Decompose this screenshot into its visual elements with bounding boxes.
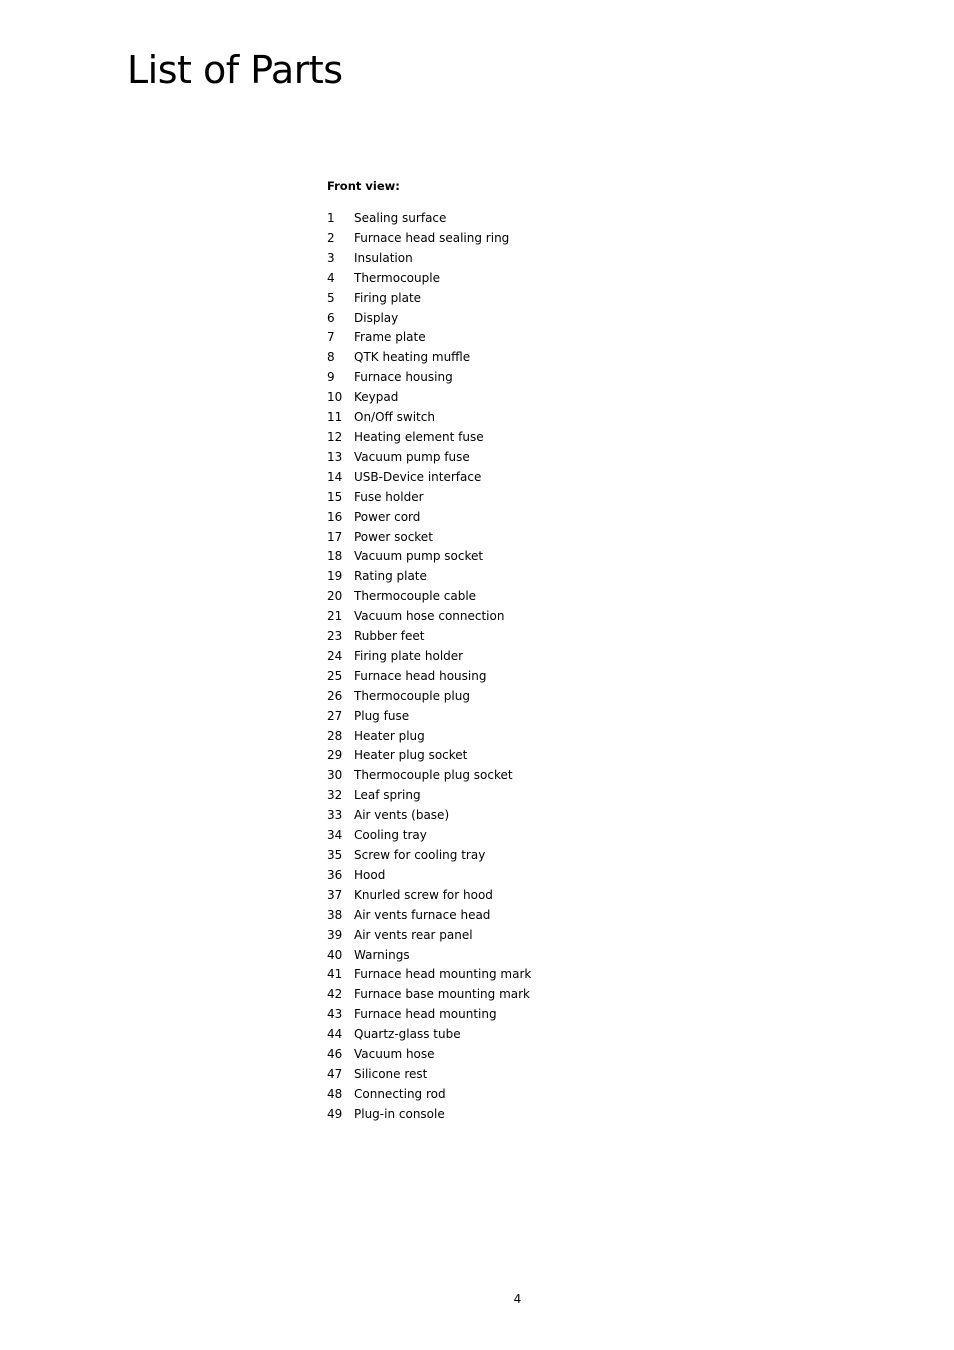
part-name: Frame plate xyxy=(354,330,426,345)
list-item xyxy=(327,467,727,487)
part-number: 42 xyxy=(327,987,343,1002)
list-item xyxy=(327,487,727,507)
part-number: 9 xyxy=(327,370,335,385)
list-item xyxy=(327,208,727,228)
part-name: Furnace base mounting mark xyxy=(354,987,530,1002)
page-title: List of Parts xyxy=(127,48,343,92)
list-item xyxy=(327,964,727,984)
part-number: 18 xyxy=(327,549,343,564)
list-item xyxy=(327,507,727,527)
part-name: Plug-in console xyxy=(354,1106,445,1121)
part-name: Furnace head mounting xyxy=(354,1007,497,1022)
list-item xyxy=(327,1024,727,1044)
part-name: Rubber feet xyxy=(354,629,425,644)
part-name: Air vents furnace head xyxy=(354,907,491,922)
part-number: 17 xyxy=(327,529,343,544)
part-name: USB-Device interface xyxy=(354,469,482,484)
part-number: 25 xyxy=(327,668,343,683)
part-name: Thermocouple xyxy=(354,270,440,285)
part-number: 34 xyxy=(327,828,343,843)
part-number: 41 xyxy=(327,967,343,982)
part-name: Quartz-glass tube xyxy=(354,1027,461,1042)
part-number: 29 xyxy=(327,748,343,763)
part-number: 6 xyxy=(327,310,335,325)
list-item xyxy=(327,308,727,328)
part-number: 43 xyxy=(327,1007,343,1022)
list-item xyxy=(327,288,727,308)
part-number: 38 xyxy=(327,907,343,922)
part-name: Thermocouple plug xyxy=(354,688,470,703)
list-item xyxy=(327,765,727,785)
part-name: Furnace head sealing ring xyxy=(354,230,510,245)
part-number: 46 xyxy=(327,1047,343,1062)
part-number: 40 xyxy=(327,947,343,962)
list-item xyxy=(327,745,727,765)
list-item xyxy=(327,945,727,965)
part-number: 4 xyxy=(327,270,335,285)
list-item xyxy=(327,984,727,1004)
part-name: Power socket xyxy=(354,529,433,544)
part-name: Fuse holder xyxy=(354,489,424,504)
part-number: 10 xyxy=(327,390,343,405)
list-item xyxy=(327,566,727,586)
part-number: 21 xyxy=(327,609,343,624)
part-name: Leaf spring xyxy=(354,788,421,803)
part-number: 8 xyxy=(327,350,335,365)
list-item xyxy=(327,666,727,686)
list-item xyxy=(327,447,727,467)
list-item xyxy=(327,327,727,347)
part-number: 36 xyxy=(327,867,343,882)
list-item xyxy=(327,546,727,566)
part-name: Heater plug socket xyxy=(354,748,468,763)
section-heading: Front view: xyxy=(327,179,400,193)
list-item xyxy=(327,805,727,825)
list-item xyxy=(327,228,727,248)
part-number: 37 xyxy=(327,887,343,902)
list-item xyxy=(327,527,727,547)
part-number: 12 xyxy=(327,429,343,444)
part-number: 44 xyxy=(327,1027,343,1042)
part-name: Screw for cooling tray xyxy=(354,848,486,862)
part-number: 24 xyxy=(327,648,343,663)
part-number: 27 xyxy=(327,708,343,723)
list-item xyxy=(327,626,727,646)
part-number: 39 xyxy=(327,927,343,942)
part-number: 28 xyxy=(327,728,343,743)
part-number: 19 xyxy=(327,569,343,584)
part-number: 5 xyxy=(327,290,335,305)
part-number: 16 xyxy=(327,509,343,524)
list-item xyxy=(327,367,727,387)
part-name: Knurled screw for hood xyxy=(354,887,493,902)
list-item xyxy=(327,825,727,845)
part-name: Display xyxy=(354,310,399,325)
part-name: Vacuum pump fuse xyxy=(354,449,470,464)
list-item xyxy=(327,1044,727,1064)
list-item xyxy=(327,925,727,945)
part-number: 2 xyxy=(327,230,335,245)
list-item xyxy=(327,1104,727,1124)
part-number: 14 xyxy=(327,469,343,484)
part-name: Vacuum hose connection xyxy=(354,609,505,624)
part-number: 7 xyxy=(327,330,335,345)
part-number: 33 xyxy=(327,808,343,823)
part-number: 35 xyxy=(327,848,343,862)
list-item xyxy=(327,1064,727,1084)
part-name: Connecting rod xyxy=(354,1086,446,1101)
part-name: Furnace head mounting mark xyxy=(354,967,532,982)
list-item xyxy=(327,845,727,865)
list-item xyxy=(327,268,727,288)
part-name: Firing plate xyxy=(354,290,422,305)
list-item xyxy=(327,706,727,726)
list-item xyxy=(327,865,727,885)
list-item xyxy=(327,586,727,606)
list-item xyxy=(327,407,727,427)
list-item xyxy=(327,885,727,905)
part-number: 23 xyxy=(327,629,343,644)
part-name: Sealing surface xyxy=(354,211,447,225)
part-name: Thermocouple plug socket xyxy=(354,768,513,783)
part-name: Firing plate holder xyxy=(354,648,464,663)
part-name: Power cord xyxy=(354,509,421,524)
list-item xyxy=(327,1004,727,1024)
part-number: 20 xyxy=(327,589,343,604)
part-name: Air vents rear panel xyxy=(354,927,473,942)
part-name: Thermocouple cable xyxy=(354,589,477,604)
list-item xyxy=(327,905,727,925)
part-name: QTK heating muffle xyxy=(354,350,471,365)
part-name: Air vents (base) xyxy=(354,808,450,823)
list-item xyxy=(327,248,727,268)
part-name: Warnings xyxy=(354,947,410,962)
parts-list xyxy=(327,208,727,1124)
part-name: Furnace head housing xyxy=(354,668,487,683)
page-number: 4 xyxy=(513,1292,522,1306)
list-item xyxy=(327,686,727,706)
list-item xyxy=(327,785,727,805)
part-number: 32 xyxy=(327,788,343,803)
part-name: On/Off switch xyxy=(354,410,435,425)
part-number: 30 xyxy=(327,768,343,783)
part-name: Keypad xyxy=(354,390,399,405)
part-number: 13 xyxy=(327,449,343,464)
list-item xyxy=(327,347,727,367)
list-item xyxy=(327,1084,727,1104)
part-number: 49 xyxy=(327,1106,343,1121)
part-name: Insulation xyxy=(354,250,413,265)
part-name: Heating element fuse xyxy=(354,429,484,444)
list-item xyxy=(327,606,727,626)
part-name: Silicone rest xyxy=(354,1066,428,1081)
front-view-section xyxy=(327,177,727,1124)
part-number: 47 xyxy=(327,1066,343,1081)
part-number: 1 xyxy=(327,211,335,225)
part-name: Hood xyxy=(354,867,386,882)
part-number: 3 xyxy=(327,250,335,265)
part-name: Heater plug xyxy=(354,728,425,743)
list-item xyxy=(327,646,727,666)
part-name: Furnace housing xyxy=(354,370,453,385)
part-number: 11 xyxy=(327,410,343,425)
part-number: 15 xyxy=(327,489,343,504)
part-number: 26 xyxy=(327,688,343,703)
part-name: Rating plate xyxy=(354,569,427,584)
part-name: Plug fuse xyxy=(354,708,410,723)
part-name: Cooling tray xyxy=(354,828,427,843)
list-item xyxy=(327,387,727,407)
part-name: Vacuum pump socket xyxy=(354,549,484,564)
part-name: Vacuum hose xyxy=(354,1047,435,1062)
list-item xyxy=(327,726,727,746)
list-item xyxy=(327,427,727,447)
part-number: 48 xyxy=(327,1086,343,1101)
